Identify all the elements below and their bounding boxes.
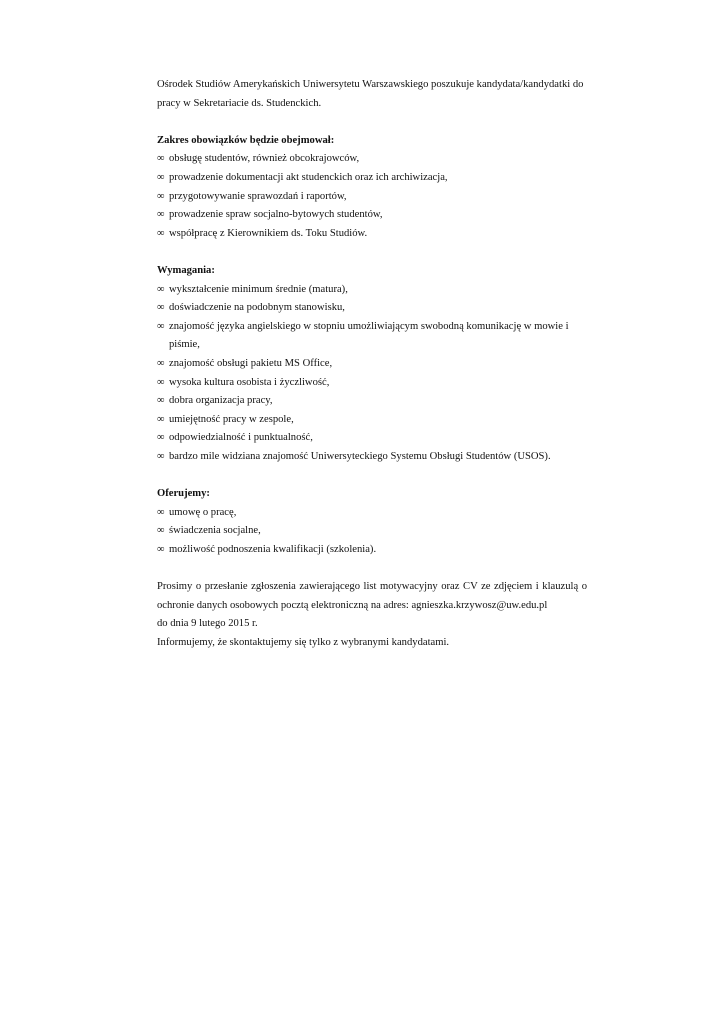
- list-item-text: wykształcenie minimum średnie (matura),: [169, 283, 348, 295]
- list-item: [157, 504, 587, 523]
- bullet-icon: ∞: [157, 357, 165, 369]
- list-item-text: prowadzenie spraw socjalno-bytowych studentów,: [169, 209, 383, 221]
- list-item-text: umowę o pracę,: [169, 506, 237, 518]
- list-item: [157, 429, 587, 448]
- list-item: [157, 411, 587, 430]
- bullet-icon: ∞: [157, 171, 165, 183]
- requirements-heading: Wymagania:: [157, 264, 215, 276]
- duties-list: [157, 150, 587, 243]
- list-item-text: odpowiedzialność i punktualność,: [169, 432, 313, 444]
- list-item-text: doświadczenie na podobnym stanowisku,: [169, 302, 345, 314]
- bullet-icon: ∞: [157, 320, 165, 332]
- bullet-icon: ∞: [157, 395, 165, 407]
- offer-list: [157, 504, 587, 560]
- bullet-icon: ∞: [157, 190, 165, 202]
- list-item: [157, 169, 587, 188]
- bullet-icon: ∞: [157, 153, 165, 165]
- list-item-text: bardzo mile widziana znajomość Uniwersyteckiego Systemu Obsługi Studentów (USOS).: [169, 450, 551, 462]
- bullet-icon: ∞: [157, 376, 165, 388]
- application-deadline: do dnia 9 lutego 2015 r.: [157, 618, 258, 630]
- bullet-icon: ∞: [157, 525, 165, 537]
- duties-heading: Zakres obowiązków będzie obejmował:: [157, 134, 335, 146]
- list-item: [157, 448, 587, 467]
- list-item-text: umiejętność pracy w zespole,: [169, 413, 294, 425]
- list-item-text: obsługę studentów, również obcokrajowców,: [169, 153, 360, 165]
- application-request: Prosimy o przesłanie zgłoszenia zawierającego list motywacyjny oraz CV ze zdjęciem i klauzulą o ochronie danych osobowych pocztą elektroniczną na adres: agnieszka.krzywosz@uw.edu.pl: [157, 581, 587, 611]
- list-item-text: prowadzenie dokumentacji akt studenckich oraz ich archiwizacja,: [169, 171, 448, 183]
- list-item-text: znajomość języka angielskiego w stopniu umożliwiającym swobodną komunikację w mowie i piśmie,: [169, 320, 569, 351]
- list-item: [157, 541, 587, 560]
- bullet-icon: ∞: [157, 432, 165, 444]
- bullet-icon: ∞: [157, 543, 165, 555]
- list-item-text: dobra organizacja pracy,: [169, 395, 273, 407]
- bullet-icon: ∞: [157, 506, 165, 518]
- list-item: [157, 299, 587, 318]
- list-item: [157, 392, 587, 411]
- list-item-text: przygotowywanie sprawozdań i raportów,: [169, 190, 347, 202]
- list-item: [157, 281, 587, 300]
- list-item-text: współpracę z Kierownikiem ds. Toku Studiów.: [169, 227, 368, 239]
- list-item: [157, 522, 587, 541]
- list-item: [157, 355, 587, 374]
- closing-section: [157, 578, 587, 652]
- bullet-icon: ∞: [157, 413, 165, 425]
- list-item-text: znajomość obsługi pakietu MS Office,: [169, 357, 333, 369]
- list-item-text: świadczenia socjalne,: [169, 525, 261, 537]
- contact-notice: Informujemy, że skontaktujemy się tylko z wybranymi kandydatami.: [157, 636, 450, 648]
- list-item: [157, 225, 587, 244]
- bullet-icon: ∞: [157, 302, 165, 314]
- list-item: [157, 206, 587, 225]
- list-item: [157, 150, 587, 169]
- offer-heading: Oferujemy:: [157, 488, 210, 500]
- requirements-section: [157, 262, 587, 467]
- bullet-icon: ∞: [157, 227, 165, 239]
- list-item-text: wysoka kultura osobista i życzliwość,: [169, 376, 330, 388]
- list-item-text: możliwość podnoszenia kwalifikacji (szkolenia).: [169, 543, 377, 555]
- bullet-icon: ∞: [157, 450, 165, 462]
- duties-section: [157, 132, 587, 244]
- offer-section: [157, 485, 587, 559]
- document-body: [157, 76, 587, 652]
- bullet-icon: ∞: [157, 283, 165, 295]
- list-item: [157, 318, 587, 355]
- list-item: [157, 188, 587, 207]
- list-item: [157, 374, 587, 393]
- bullet-icon: ∞: [157, 209, 165, 221]
- requirements-list: [157, 281, 587, 467]
- intro-paragraph: Ośrodek Studiów Amerykańskich Uniwersytetu Warszawskiego poszukuje kandydata/kandydatki do pracy w Sekretariacie ds. Studenckich.: [157, 79, 584, 109]
